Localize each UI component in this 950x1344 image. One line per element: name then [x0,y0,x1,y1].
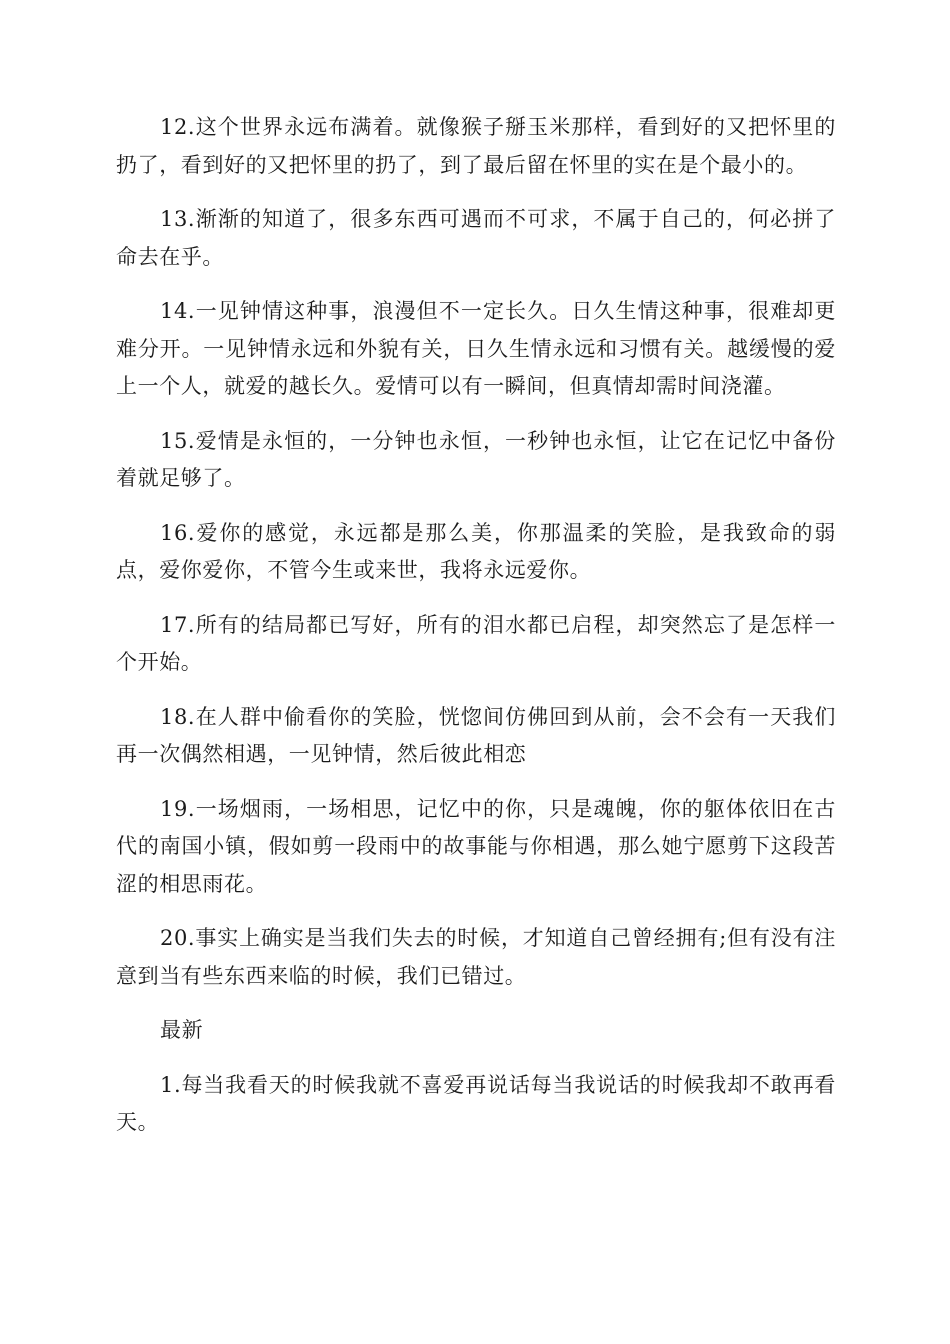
paragraph-13: 13.渐渐的知道了，很多东西可遇而不可求，不属于自己的，何必拼了命去在乎。 [116,207,836,269]
paragraph-19: 19.一场烟雨，一场相思，记忆中的你，只是魂魄，你的躯体依旧在古代的南国小镇，假如剪一段雨中的故事能与你相遇，那么她宁愿剪下这段苦涩的相思雨花。 [116,796,836,896]
paragraph-18: 18.在人群中偷看你的笑脸，恍惚间仿佛回到从前，会不会有一天我们再一次偶然相遇，一见钟情，然后彼此相恋 [116,704,836,766]
paragraph-14: 14.一见钟情这种事，浪漫但不一定长久。日久生情这种事，很难却更难分开。一见钟情永远和外貌有关，日久生情永远和习惯有关。越缓慢的爱上一个人，就爱的越长久。爱情可以有一瞬间，但真情却需时间浇灌。 [116,299,836,398]
paragraph-12: 12.这个世界永远布满着。就像猴子掰玉米那样，看到好的又把怀里的扔了，看到好的又把怀里的扔了，到了最后留在怀里的实在是个最小的。 [116,115,836,177]
paragraph-15: 15.爱情是永恒的，一分钟也永恒，一秒钟也永恒，让它在记忆中备份着就足够了。 [116,428,836,490]
section-paragraph-1: 1.每当我看天的时候我就不喜爱再说话每当我说话的时候我却不敢再看天。 [116,1072,836,1134]
paragraph-16: 16.爱你的感觉，永远都是那么美，你那温柔的笑脸，是我致命的弱点，爱你爱你，不管今生或来世，我将永远爱你。 [116,520,836,582]
paragraph-20: 20.事实上确实是当我们失去的时候，才知道自己曾经拥有;但有没有注意到当有些东西来临的时候，我们已错过。 [116,926,836,988]
paragraph-17: 17.所有的结局都已写好，所有的泪水都已启程，却突然忘了是怎样一个开始。 [116,612,836,674]
section-heading: 最新 [160,1018,204,1042]
document-body [116,109,836,1159]
